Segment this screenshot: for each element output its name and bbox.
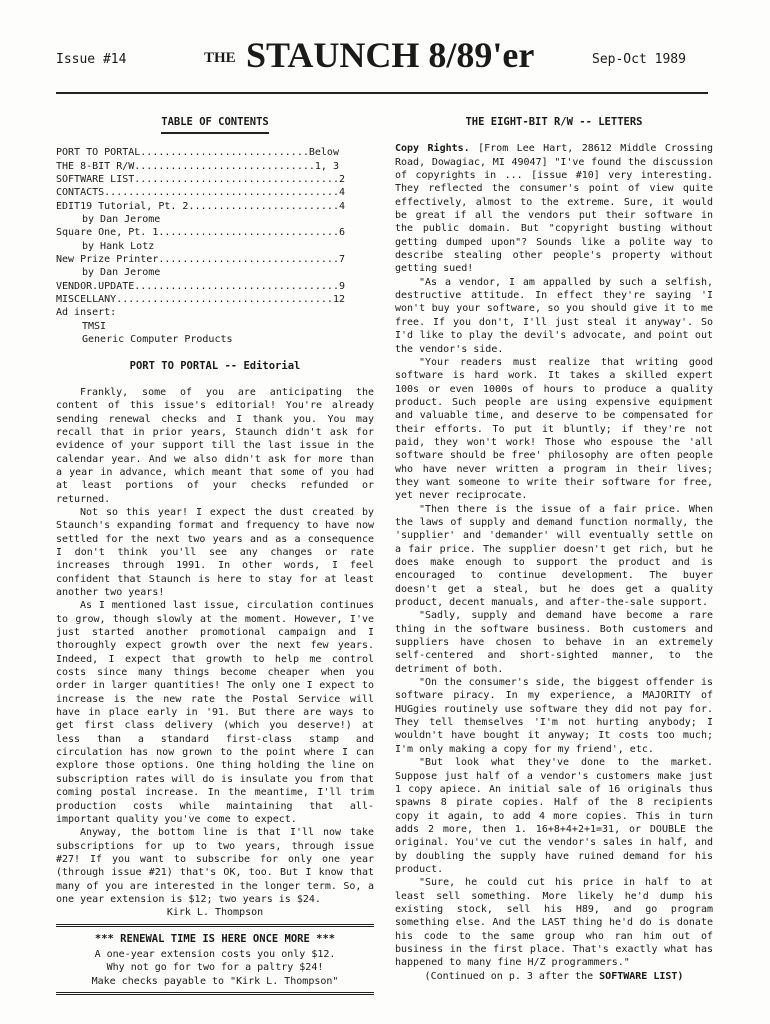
toc-author: by Hank Lotz bbox=[82, 240, 155, 252]
letter-paragraph: "On the consumer's side, the biggest offender is software piracy. In my experience, a MAJORITY of HUGgies routinely use software they did not pay for. They tell themselves 'I'm not hurting anybody; I wouldn't have bought it anyway; It costs too much; I'm only making a copy for my friend', etc. bbox=[395, 677, 713, 755]
masthead bbox=[0, 0, 770, 96]
table-of-contents bbox=[56, 146, 374, 346]
letter-paragraph: "Then there is the issue of a fair price. When the laws of supply and demand function normally, the 'supplier' and 'demander' will eventually settle on a fair price. The supplier doesn't get rich, but he does make enough to support the product and is encouraged to continue development. The buyer doesn't get a steal, but he does get a quality product, decent manuals, and after-the-sale support. bbox=[395, 503, 713, 609]
toc-author: by Dan Jerome bbox=[82, 214, 161, 226]
toc-entry: CONTACTS.......................................4 bbox=[56, 187, 345, 199]
letter-paragraph bbox=[395, 142, 713, 275]
renewal-box bbox=[56, 924, 374, 995]
toc-entry: MISCELLANY....................................12 bbox=[56, 294, 345, 306]
editorial-signature: Kirk L. Thompson bbox=[166, 907, 264, 919]
masthead-the: THE bbox=[204, 50, 236, 66]
toc-entry: New Prize Printer..............................7 bbox=[56, 254, 345, 266]
newsletter-title: STAUNCH 8/89'er bbox=[246, 35, 535, 75]
editorial-paragraph: Anyway, the bottom line is that I'll now take subscriptions for up to two years, through issue #27! If you want to subscribe for only one year (through issue #21) that's OK, too. But I know that many of you are interested in the longer term. So, a one year extension is $12; two years is $24. bbox=[56, 827, 374, 905]
editorial-paragraph: Not so this year! I expect the dust created by Staunch's expanding format and frequency to have now settled for the next two years and as a consequence I don't think you'll see any changes or rate increases through 1991. In other words, I feel confident that Staunch is here to stay for at least another two years! bbox=[56, 506, 374, 598]
letter-paragraph: "As a vendor, I am appalled by such a selfish, destructive attitude. In effect they're saying 'I won't buy your software, so you should give it to me free. If you don't, I'll just steal it anyway'. So I'd like to play the devil's advocate, and point out the vendor's side. bbox=[395, 276, 713, 355]
letter-paragraph: "Your readers must realize that writing good software is hard work. It takes a skilled expert 100s or even 1000s of hours to produce a quality product. Such people are using expensive equipment and valuable time, and deserve to be compensated for their efforts. To put it bluntly; if they're not paid, they won't work! Those who espouse the 'all software should be free' philosophy are often people who have never written a program in their lives; they want someone to write their software for free, yet never reciprocate. bbox=[395, 356, 713, 502]
editorial-heading: PORT TO PORTAL -- Editorial bbox=[129, 359, 301, 372]
toc-entry: Square One, Pt. 1..............................6 bbox=[56, 227, 345, 239]
issue-date: Sep-Oct 1989 bbox=[592, 52, 686, 67]
renewal-heading: *** RENEWAL TIME IS HERE ONCE MORE *** bbox=[94, 932, 336, 945]
masthead-rule bbox=[56, 92, 708, 94]
left-column bbox=[56, 116, 374, 995]
renewal-line: Make checks payable to "Kirk L. Thompson" bbox=[91, 975, 339, 987]
continued-bold: SOFTWARE LIST) bbox=[599, 970, 684, 982]
letter-paragraph: "Sadly, supply and demand have become a rare thing in the software business. Both customers and suppliers have chosen to behave in an extremely self-centered and short-sighted manner, to the detriment of both. bbox=[395, 610, 713, 675]
toc-heading-wrap bbox=[56, 116, 374, 134]
continued-note bbox=[395, 970, 713, 983]
toc-entry: SOFTWARE LIST..................................2 bbox=[56, 174, 345, 186]
letter-topic: Copy Rights. bbox=[395, 143, 470, 155]
editorial-paragraph: Frankly, some of you are anticipating the content of this issue's editorial! You're already sending renewal checks and I thank you. You may recall that in prior years, Staunch didn't ask for evidence of your support till the last issue in the calendar year. And we also didn't ask for more than a year in advance, which meant that some of you had at least portions of your checks refunded or returned. bbox=[56, 386, 374, 505]
issue-number: Issue #14 bbox=[56, 52, 127, 67]
toc-heading: TABLE OF CONTENTS bbox=[161, 116, 268, 134]
toc-entry: THE 8-BIT R/W..............................1, 3 bbox=[56, 160, 339, 172]
letter-paragraph: "But look what they've done to the market. Suppose just half of a vendor's customers make just 1 copy apiece. An initial sale of 16 originals thus spawns 8 pirate copies. Half of the 8 recipients copy it again, to add 4 more copies. This in turn adds 2 more, then 1. 16+8+4+2+1=31, or DOUBLE the original. You've cut the vendor's sales in half, and by doubling the supply have ruined demand for his product. bbox=[395, 757, 713, 875]
editorial-paragraph: As I mentioned last issue, circulation continues to grow, though slowly at the moment. However, I've just started another promotional campaign and I thoroughly expect growth over the next few years. Indeed, I expect that growth to help me control costs since many things become cheaper when you order in larger quantities! The only one I expect to increase is the new rate the Postal Service will have in place early in '91. But there are ways to get first class delivery (which you deserve!) at less than a standard first-class stamp and circulation has now grown to the point where I can explore those options. One thing holding the line on subscription rates will do is insulate you from that coming postal increase. In the meantime, I'll trim production costs while maintaining that all-important quality you've come to expect. bbox=[56, 600, 374, 825]
toc-author: by Dan Jerome bbox=[82, 267, 161, 279]
ad-insert-item: Generic Computer Products bbox=[82, 334, 233, 346]
continued-text: (Continued on p. 3 after the bbox=[424, 970, 600, 982]
toc-entry: VENDOR.UPDATE..................................9 bbox=[56, 280, 345, 292]
letter-text: [From Lee Hart, 28612 Middle Crossing Road, Dowagiac, MI 49047] "I've found the discussion of copyrights in ... [issue #10] very interesting. They reflected the consumer's point of view quite effectively, almost to the extreme. Sure, it would be great if all the vendors put their software in the public domain. But "copyright busting without getting dumped upon"? Sounds like a polite way to describe stealing other people's property without getting sued! bbox=[395, 143, 713, 275]
toc-entry: EDIT19 Tutorial, Pt. 2.........................4 bbox=[56, 200, 345, 212]
renewal-line: Why not go for two for a paltry $24! bbox=[106, 962, 324, 974]
toc-entry: PORT TO PORTAL............................Below bbox=[56, 147, 339, 159]
toc-entry: Ad insert: bbox=[56, 307, 117, 319]
renewal-line: A one-year extension costs you only $12. bbox=[94, 948, 336, 960]
right-column bbox=[395, 116, 713, 983]
ad-insert-item: TMSI bbox=[82, 320, 107, 332]
letters-heading: THE EIGHT-BIT R/W -- LETTERS bbox=[465, 116, 643, 128]
letter-paragraph: "Sure, he could cut his price in half to at least sell something. More likely he'd dump his existing stock, sell his H89, and go program something else. And the LAST thing he'd do is donate his code to the same group who ran him out of business in the first place. That's exactly what has happened to many fine H/Z programmers." bbox=[395, 877, 713, 969]
